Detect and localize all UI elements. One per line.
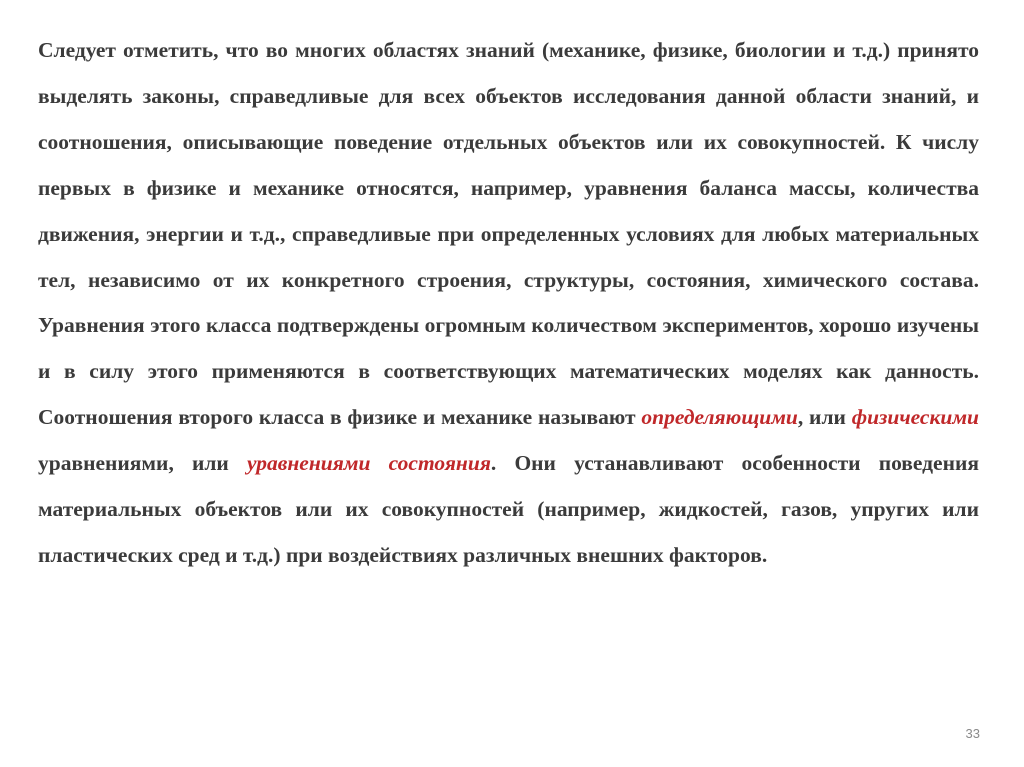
term-determining: определяющими [641,405,798,430]
page-number: 33 [965,726,980,741]
paragraph-text-part-1: Следует отметить, что во многих областях знаний (механике, физике, биологии и т.д.) принято выделять законы, справедливые для всех объектов исследования данной области знаний, и соотношения, описывающие поведение отдельных объектов или их совокупностей. К числу первых в физике и механике относятся, например, уравнения баланса массы, количества движения, энергии и т.д., справедливые при определенных условиях для любых материальных тел, независимо от их конкретного строения, структуры, состояния, химического состава. Уравнения этого класса подтверждены огромным количеством экспериментов, хорошо изучены и в силу этого применяются в соответствующих математических моделях как данность. Соотношения второго класса в физике и механике называют [38,38,979,430]
paragraph-text-part-4: . Они устанавливают особенности поведения материальных объектов или их совокупностей (например, жидкостей, газов, упругих или пластических сред и т.д.) при воздействиях различных внешних факторов. [38,451,979,567]
term-physical: физическими [851,405,980,430]
body-paragraph [38,28,979,579]
paragraph-text-part-2: , или [797,405,852,430]
paragraph-text-part-3: уравнениями, или [38,451,247,476]
term-state-equations: уравнениями состояния [246,451,491,476]
